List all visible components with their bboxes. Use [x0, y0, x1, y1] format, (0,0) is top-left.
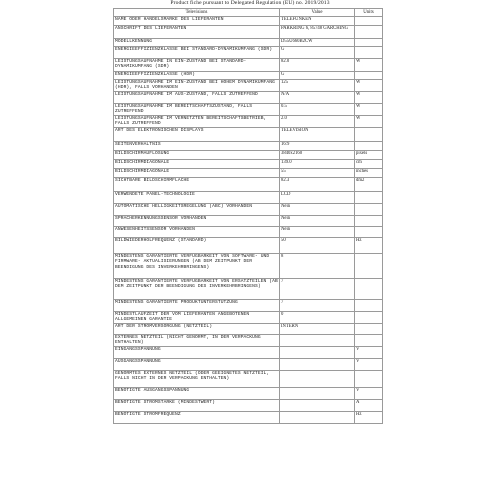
row-label: BENÖTIGTE STROMSTÄRKE (MINDESTWERT) — [114, 399, 280, 411]
row-unit — [355, 128, 383, 142]
document-title: Product fiche pursuant to Delegated Regulation (EU) no. 2019/2013 — [170, 0, 330, 6]
row-value — [280, 334, 355, 346]
row-label: BILDSCHIRMAUFLÖSUNG — [114, 151, 280, 160]
row-unit: V — [355, 387, 383, 399]
row-unit: W — [355, 59, 383, 72]
row-unit: A — [355, 399, 383, 411]
row-value — [280, 399, 355, 411]
row-label: ANWESENHEITSSENSOR VORHANDEN — [114, 227, 280, 238]
row-unit: Hz — [355, 411, 383, 423]
row-unit — [355, 72, 383, 80]
row-label: EINGANGSSPANNUNG — [114, 346, 280, 358]
row-label: LEISTUNGSAUFNAHME IM AUS-ZUSTAND, FALLS ZUTREFFEND — [114, 92, 280, 104]
table-row — [114, 204, 383, 216]
row-value: PARKRING 6, 85748 GARCHING — [280, 26, 355, 39]
row-value — [280, 411, 355, 423]
row-label: BILDSCHIRMDIAGONALE — [114, 169, 280, 178]
row-label: MINDESTENS GARANTIERTE VERFÜGBARKEIT VON ERSATZTEILEN (AB DEM ZEITPUNKT DER BEENDIGUNG DES INVERKEHRBRINGENS) — [114, 279, 280, 300]
row-label: ENERGIEEFFIZIENZKLASSE (HDR) — [114, 72, 280, 80]
row-unit: pixels — [355, 151, 383, 160]
table-row — [114, 80, 383, 92]
table-row — [114, 346, 383, 358]
row-label: BILDSCHIRMDIAGONALE — [114, 160, 280, 169]
row-label: SICHTBARE BILDSCHIRMFLÄCHE — [114, 178, 280, 192]
product-fiche-table — [113, 8, 383, 424]
row-unit — [355, 300, 383, 312]
row-label: BENÖTIGTE STROMFREQUENZ — [114, 411, 280, 423]
row-unit — [355, 279, 383, 300]
row-unit — [355, 17, 383, 26]
row-value: 3840x2160 — [280, 151, 355, 160]
table-row — [114, 128, 383, 142]
table-row — [114, 151, 383, 160]
table-row — [114, 300, 383, 312]
table-header-row — [114, 9, 383, 17]
row-value: 82.3 — [280, 178, 355, 192]
row-label: MODELLKENNUNG — [114, 39, 280, 47]
row-value: 2.0 — [280, 116, 355, 128]
row-value — [280, 358, 355, 370]
row-value: Nein — [280, 216, 355, 227]
row-value: D55U660B2CW — [280, 39, 355, 47]
row-value: 50 — [280, 238, 355, 254]
row-label: AUSGANGSSPANNUNG — [114, 358, 280, 370]
table-row — [114, 399, 383, 411]
table-row — [114, 192, 383, 204]
table-row — [114, 26, 383, 39]
column-header-televisions: Televisions — [114, 9, 280, 17]
column-header-units: Units — [355, 9, 383, 17]
row-unit — [355, 47, 383, 59]
row-label: ANSCHRIFT DES LIEFERANTEN — [114, 26, 280, 39]
table-row — [114, 279, 383, 300]
row-value: G — [280, 47, 355, 59]
row-unit — [355, 192, 383, 204]
row-unit: inches — [355, 169, 383, 178]
row-value: Nein — [280, 204, 355, 216]
table-body — [114, 17, 383, 424]
row-unit — [355, 142, 383, 151]
row-label: MINDESTENS GARANTIERTE VERFÜGBARKEIT VON SOFTWARE- UND FIRMWARE- AKTUALISIERUNGEN (AB DEM ZEITPUNKT DER BEENDIGUNG DES INVERKEHRBRINGENS) — [114, 254, 280, 279]
table-row — [114, 216, 383, 227]
table-row — [114, 17, 383, 26]
row-value — [280, 346, 355, 358]
row-label: BILDWIEDERHOLFREQUENZ (STANDARD) — [114, 238, 280, 254]
column-header-value: Value — [280, 9, 355, 17]
table-row — [114, 160, 383, 169]
table-row — [114, 72, 383, 80]
table-row — [114, 387, 383, 399]
row-value: Nein — [280, 227, 355, 238]
row-unit: Hz — [355, 238, 383, 254]
row-value: 0 — [280, 312, 355, 324]
table-row — [114, 370, 383, 387]
row-value — [280, 387, 355, 399]
row-label: ART DER STROMVERSORGUNG (NETZTEIL) — [114, 323, 280, 334]
row-value: 16:9 — [280, 142, 355, 151]
row-value: TELEVISION — [280, 128, 355, 142]
row-label: NAME ODER HANDELSMARKE DES LIEFERANTEN — [114, 17, 280, 26]
table-row — [114, 116, 383, 128]
row-label: EXTERNES NETZTEIL (NICHT GENORMT, IN DER VERPACKUNG ENTHALTEN) — [114, 334, 280, 346]
row-value: 55 — [280, 169, 355, 178]
table-row — [114, 47, 383, 59]
row-unit — [355, 26, 383, 39]
row-label: SPRACHERKENNUNGSSENSOR VORHANDEN — [114, 216, 280, 227]
row-value — [280, 370, 355, 387]
table-row — [114, 411, 383, 423]
row-unit — [355, 254, 383, 279]
row-value: LCD — [280, 192, 355, 204]
row-unit: cm — [355, 160, 383, 169]
row-label: BENÖTIGTE AUSGANGSSPANNUNG — [114, 387, 280, 399]
table-row — [114, 178, 383, 192]
row-unit: W — [355, 116, 383, 128]
row-unit — [355, 312, 383, 324]
table-row — [114, 334, 383, 346]
row-value: TELEFUNKEN — [280, 17, 355, 26]
row-label: ART DES ELEKTRONISCHEN DISPLAYS — [114, 128, 280, 142]
row-unit: dm2 — [355, 178, 383, 192]
table-row — [114, 227, 383, 238]
row-value: 7 — [280, 300, 355, 312]
row-value: 139.0 — [280, 160, 355, 169]
table-row — [114, 312, 383, 324]
row-label: GENORMTES EXTERNES NETZTEIL (ODER GEEIGNETES NETZTEIL, FALLS NICHT IN DER VERPACKUNG ENTHALTEN) — [114, 370, 280, 387]
row-value: 8 — [280, 254, 355, 279]
row-unit: V — [355, 358, 383, 370]
row-unit: W — [355, 92, 383, 104]
row-unit — [355, 39, 383, 47]
row-label: LEISTUNGSAUFNAHME IM BEREITSCHAFTSZUSTAND, FALLS ZUTREFFEND — [114, 104, 280, 116]
row-value: 0.5 — [280, 104, 355, 116]
table-row — [114, 104, 383, 116]
table-row — [114, 323, 383, 334]
row-label: LEISTUNGSAUFNAHME IN EIN-ZUSTAND BEI STANDARD- DYNAMIKUMFANG (SDR) — [114, 59, 280, 72]
row-unit — [355, 323, 383, 334]
row-label: SEITENVERHÄLTNIS — [114, 142, 280, 151]
row-value: 7 — [280, 279, 355, 300]
table-row — [114, 92, 383, 104]
row-label: LEISTUNGSAUFNAHME IM VERNETZTEN BEREITSCHAFTSBETRIEB, FALLS ZUTREFFEND — [114, 116, 280, 128]
table-row — [114, 238, 383, 254]
row-label: MINDESTLAUFZEIT DER VOM LIEFERANTEN ANGEBOTENEN ALLGEMEINEN GARANTIE — [114, 312, 280, 324]
row-value: N/A — [280, 92, 355, 104]
table-row — [114, 358, 383, 370]
row-value: INTERN — [280, 323, 355, 334]
row-label: MINDESTENS GARANTIERTE PRODUKTUNTERSTÜTZUNG — [114, 300, 280, 312]
row-unit — [355, 227, 383, 238]
table-row — [114, 142, 383, 151]
row-unit — [355, 204, 383, 216]
table-row — [114, 39, 383, 47]
row-label: AUTOMATISCHE HELLIGKEITSREGELUNG (ABC) VORHANDEN — [114, 204, 280, 216]
row-unit: W — [355, 80, 383, 92]
row-unit — [355, 334, 383, 346]
row-value: 125 — [280, 80, 355, 92]
table-row — [114, 169, 383, 178]
row-label: VERWENDETE PANEL-TECHNOLOGIE — [114, 192, 280, 204]
row-unit: W — [355, 104, 383, 116]
row-value: G — [280, 72, 355, 80]
table-row — [114, 59, 383, 72]
row-value: 82.0 — [280, 59, 355, 72]
row-label: LEISTUNGSAUFNAHME IM EIN-ZUSTAND BEI HOHEM DYNAMIKUMFANG (HDR), FALLS VORHANDEN — [114, 80, 280, 92]
row-unit: V — [355, 346, 383, 358]
table-row — [114, 254, 383, 279]
row-unit — [355, 216, 383, 227]
row-unit — [355, 370, 383, 387]
row-label: ENERGIEEFFIZIENZKLASSE BEI STANDARD-DYNAMIKUMFANG (SDR) — [114, 47, 280, 59]
